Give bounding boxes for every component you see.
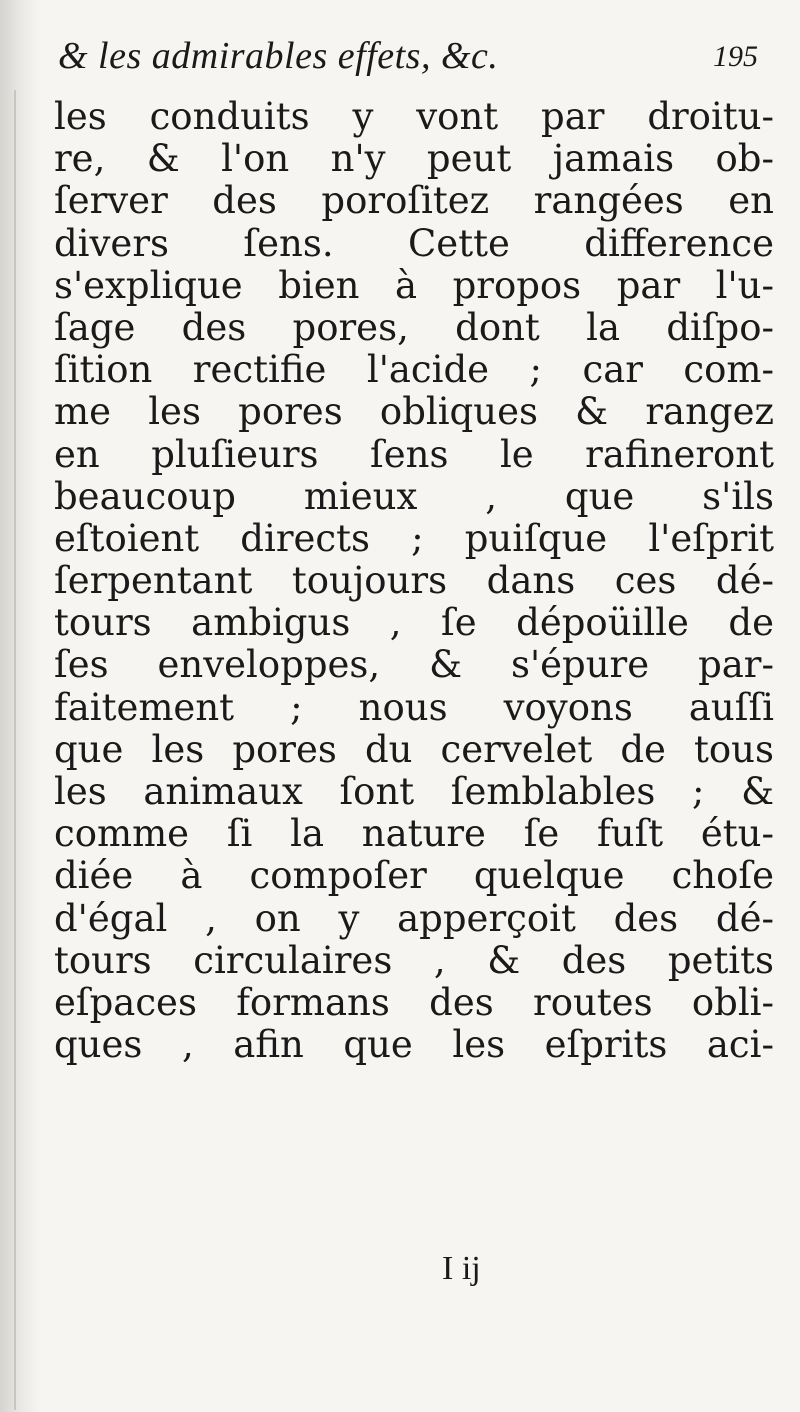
page-gutter-line	[14, 90, 16, 1410]
text-line: s'explique bien à propos par l'u-	[54, 264, 774, 307]
running-header	[58, 34, 758, 94]
text-line: ques , afin que les eſprits aci-	[54, 1024, 774, 1067]
text-line: les animaux ſont ſemblables ; &	[54, 771, 774, 813]
text-line: faitement ; nous voyons auſſi	[54, 686, 774, 729]
text-line: me les pores obliques & rangez	[54, 391, 774, 434]
text-line: comme ſi la nature ſe fuſt étu-	[54, 813, 774, 856]
text-line: ſage des pores, dont la diſpo-	[54, 306, 774, 349]
text-line: ſerver des poroſitez rangées en	[54, 180, 774, 223]
signature-mark: I ij	[442, 1250, 481, 1287]
text-line: les conduits y vont par droitu-	[54, 96, 774, 138]
text-line: en pluſieurs ſens le rafineront	[54, 433, 774, 476]
page-number: 195	[713, 40, 758, 73]
text-line: diée à compoſer quelque choſe	[54, 855, 774, 898]
text-line: eſpaces formans des routes obli-	[54, 981, 774, 1024]
text-line: d'égal , on y apperçoit des dé-	[54, 897, 774, 940]
page-gutter-shadow	[0, 0, 40, 1412]
body-text	[54, 96, 774, 1066]
text-line: que les pores du cervelet de tous	[54, 728, 774, 771]
text-line: re, & l'on n'y peut jamais ob-	[54, 138, 774, 181]
text-line: eſtoient directs ; puiſque l'eſprit	[54, 517, 774, 560]
text-line: ſition rectifie l'acide ; car com-	[54, 349, 774, 392]
text-line: ſes enveloppes, & s'épure par-	[54, 644, 774, 687]
text-line: divers ſens. Cette difference	[54, 222, 774, 265]
text-line: ſerpentant toujours dans ces dé-	[54, 560, 774, 603]
text-line: beaucoup mieux , que s'ils	[54, 475, 774, 518]
text-line: tours ambigus , ſe dépoüille de	[54, 602, 774, 645]
running-title: & les admirables effets, &c.	[58, 35, 499, 77]
text-line: tours circulaires , & des petits	[54, 939, 774, 982]
